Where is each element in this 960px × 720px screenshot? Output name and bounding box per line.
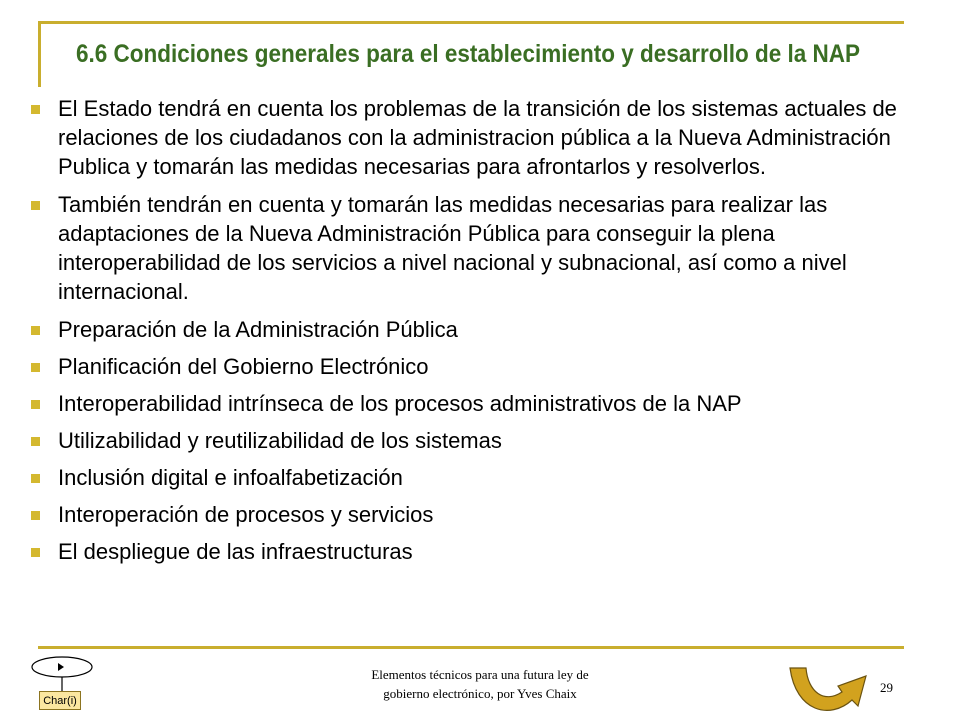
bullet-text: Inclusión digital e infoalfabetización — [58, 465, 403, 490]
bullet-item — [30, 315, 925, 344]
bullet-item — [30, 426, 925, 455]
bullet-text: También tendrán en cuenta y tomarán las medidas necesarias para realizar las adaptaciones de la Nueva Administración Pública para conseguir la plena interoperabilidad de los servicios a nivel nacional y subnacional, así como a nivel internacional. — [58, 192, 847, 304]
bullet-item — [30, 352, 925, 381]
page-number: 29 — [880, 680, 893, 695]
bullet-text: El despliegue de las infraestructuras — [58, 539, 413, 564]
bullet-item — [30, 463, 925, 492]
top-rule — [38, 21, 904, 24]
bullet-marker — [31, 105, 40, 114]
curved-arrow-icon[interactable] — [786, 662, 872, 718]
bullet-marker — [31, 363, 40, 372]
bullet-text: El Estado tendrá en cuenta los problemas de la transición de los sistemas actuales de relaciones de los ciudadanos con la administracion pública a la Nueva Administración Publica y tomarán las medidas necesarias para afrontarlos y resolverlos. — [58, 96, 897, 179]
bullet-marker — [31, 201, 40, 210]
bullet-marker — [31, 326, 40, 335]
bullet-text: Interoperabilidad intrínseca de los procesos administrativos de la NAP — [58, 391, 742, 416]
bullet-marker — [31, 400, 40, 409]
bullet-item — [30, 389, 925, 418]
bullet-marker — [31, 437, 40, 446]
loop-icon[interactable] — [30, 655, 95, 693]
bullet-marker — [31, 511, 40, 520]
bullet-text: Planificación del Gobierno Electrónico — [58, 354, 429, 379]
bottom-rule — [38, 646, 904, 649]
left-rule — [38, 21, 41, 87]
char-button[interactable]: Char(i) — [39, 691, 81, 710]
bullet-text: Utilizabilidad y reutilizabilidad de los sistemas — [58, 428, 502, 453]
bullet-marker — [31, 548, 40, 557]
footer-line-1: Elementos técnicos para una futura ley de — [371, 667, 589, 682]
bullet-text: Preparación de la Administración Pública — [58, 317, 458, 342]
bullet-list — [30, 94, 925, 574]
bullet-item — [30, 537, 925, 566]
bullet-item — [30, 94, 925, 181]
bullet-marker — [31, 474, 40, 483]
footer-credit — [330, 665, 630, 703]
bullet-text: Interoperación de procesos y servicios — [58, 502, 434, 527]
bullet-item — [30, 190, 925, 306]
bullet-item — [30, 500, 925, 529]
slide-title: 6.6 Condiciones generales para el establecimiento y desarrollo de la NAP — [76, 40, 861, 68]
footer-line-2: gobierno electrónico, por Yves Chaix — [383, 686, 577, 701]
